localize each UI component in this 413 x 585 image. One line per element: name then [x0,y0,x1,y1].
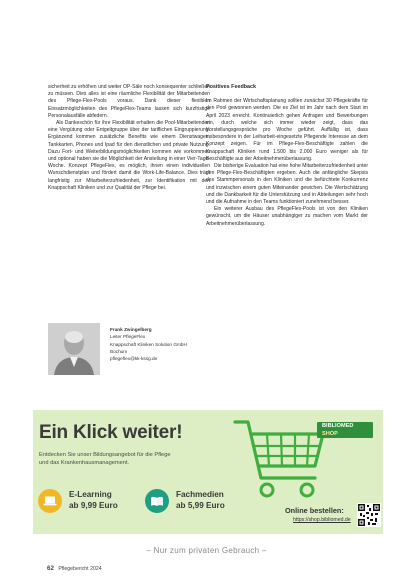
shopping-cart-icon [231,416,331,502]
author-email[interactable]: pflegeflex@kk-kssg.de [110,356,158,362]
author-photo [48,323,100,375]
feature-title: E-Learning [69,490,112,499]
logo-text: SHOP [322,431,338,437]
author-city: Bochum [110,348,128,354]
article-paragraph: sicherheit zu erhöhen und weiter OP-Säle noch konsequenter schließen zu müssen. Dies alles ist eine räumliche Flexibilität der Mitarbeitenden des Pflege-Flex-Pools voraus. Dank dieser flexiblen Einsatzmöglichkeiten des PflegeFlex-Teams lassen sich kurzfristige Personalausfälle abfedern. [48,84,210,119]
ad-subtitle-line: und das Krankenhausmanagement. [39,460,130,466]
ad-title: Ein Klick weiter! [39,422,183,443]
author-company: Knappschaft Kliniken Solution GmbH [110,341,187,347]
section-heading: Positives Feedback [206,84,257,90]
ad-subtitle-line: Entdecken Sie unser Bildungsangebot für die Pflege [39,452,171,458]
book-icon [145,489,169,513]
author-role: Leiter PflegeFlex [110,334,146,340]
author-info [110,326,187,362]
person-icon [48,323,100,375]
logo-text: BIBLIOMED [322,423,354,429]
page-footer [47,565,102,572]
magazine-name: Pflegebericht 2024 [58,566,102,572]
article-paragraph: Ein weiterer Ausbau des PflegeFlex-Pools ist von den Kliniken gewünscht, um die Häuser unabhängiger zu machen vom Markt der Arbeitnehmerüberlassung. [206,206,368,227]
feature-fachmedien[interactable] [176,490,225,511]
author-name: Frank Zwingelberg [110,327,152,332]
feature-elearning[interactable] [69,490,118,511]
feature-title: Fachmedien [176,490,224,499]
article-paragraph: Als Dankeschön für ihre Flexibilität erhalten die Pool-Mitarbeitenden eine Vergütung oder Entgeltgruppe über der tariflichen Eingruppierung. Ergänzend kommen zusätzliche Benefits wie einem Dienstwagen, Tankkarten, Phones und Ipad für den dienstlichen und private Nutzung. Dazu Fort- und Weiterbildungsmöglichkeiten kommen wie vorkommen und optional haben sie die Möglichkeit der Anstellung in einer Vier-Tage-Woche. Konzept PflegeFlex, es möglich, ihnen einen individuellen Wunschdienstplan und fördert damit die Work-Life-Balance. Dies trägt langfristig zur Mitarbeiterzufriedenheit, zur Identifikation mit den Knappschaft Kliniken und zur Qualität der Pflege bei. [48,120,210,191]
article-paragraph: Die bisherige Evaluation hat eine hohe Mitarbeiterzufriedenheit unter den Pflege-Flex-Beschäftigten ergeben. Auch die anfängliche Skepsis des Stammpersonals in den Kliniken und die befürchtete Konkurrenz und inzwischen einem guten Miteinander gewichen. Die Wertschätzung und die Dankbarkeit für die Unterstützung und in Abteilungen sehr hoch und die Aufnahme in den Teams funktioniert zunehmend besser. [206,163,368,206]
bibliomed-shop-logo [317,422,373,438]
shop-advertisement[interactable] [33,410,383,534]
laptop-icon [38,489,62,513]
article-column-right [206,84,368,228]
qr-code-icon[interactable] [357,503,381,527]
shop-url-link[interactable]: https://shop.bibliomed.de [293,517,351,523]
article-paragraph: Im Rahmen der Wirtschaftsplanung sollten zunächst 30 Pflegekräfte für den Pool gewonnen werden. Die es Ziel ist im Jahr nach dem Start im April 2023 erreicht. Kontinuierlich gehen Anfragen und Bewerbungen ein, durch welche sich immer wieder zeigt, dass das Vorstellungsgespräche pro Woche geführt. Auffällig ist, dass insbesondere in der Leiharbeit-eingesetzte Pflegende Interesse an dem Konzept zeigen. Für im Pflege-Flex-Beschäftigte zahlen die Knappschaft Kliniken rund 1.500 bis 2.000 Euro weniger als für Beschäftigte aus der Arbeitnehmerüberlassung. [206,98,368,162]
online-order-label: Online bestellen: [285,506,344,515]
feature-price: ab 5,99 Euro [176,500,225,510]
feature-price: ab 9,99 Euro [69,500,118,510]
article-column-left [48,84,210,192]
page-number: 62 [47,565,54,572]
ad-subtitle [39,451,171,467]
watermark: – Nur zum privaten Gebrauch – [146,546,267,555]
